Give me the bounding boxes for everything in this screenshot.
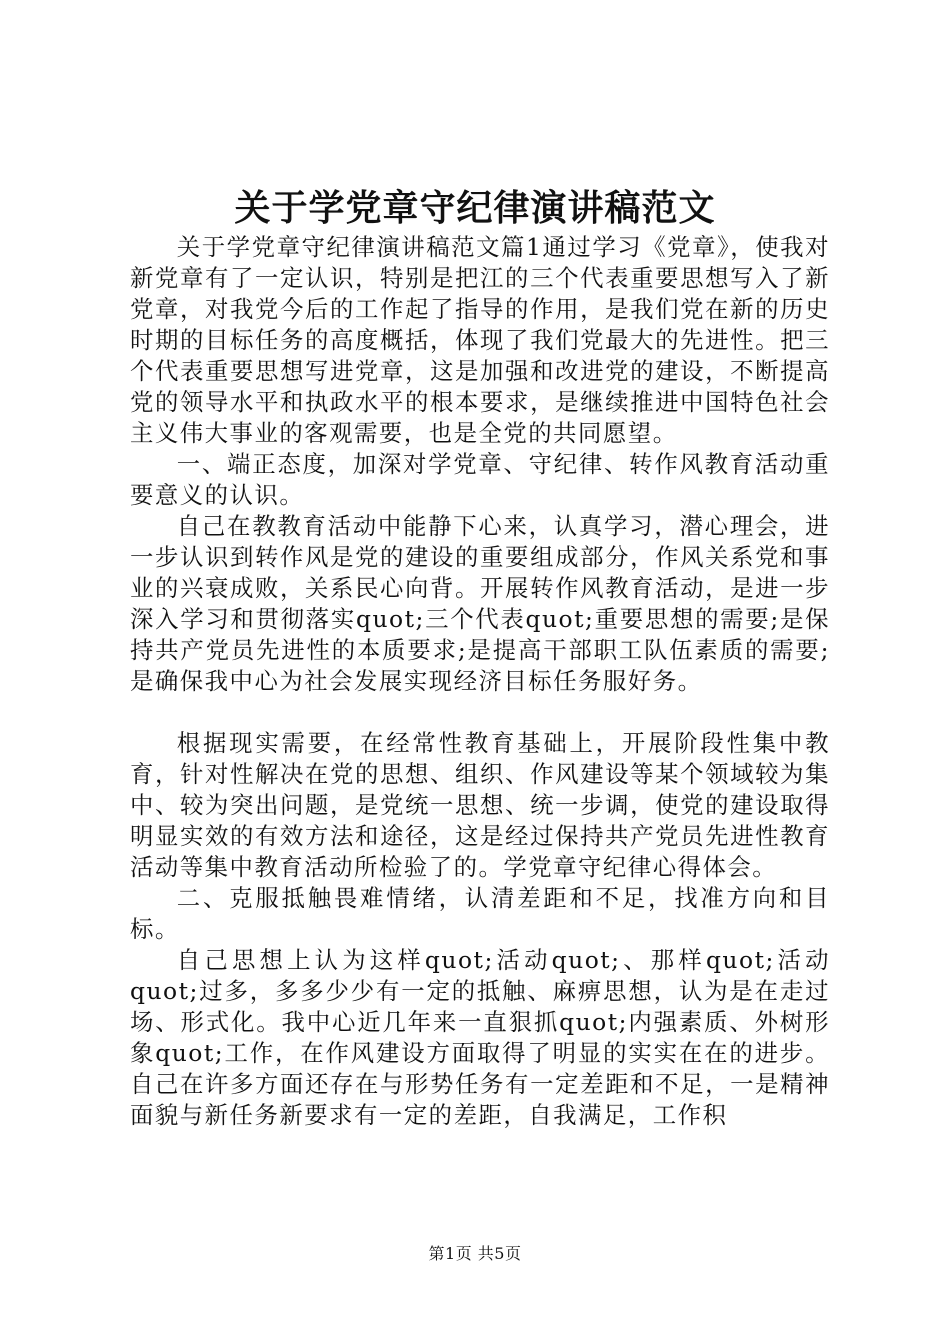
paragraph-practical-needs: 根据现实需要，在经常性教育基础上，开展阶段性集中教育，针对性解决在党的思想、组织、作风建设等某个领域较为集中、较为突出问题，是党统一思想、统一步调，使党的建设取得明显实效的有效方法和途径，这是经过保持共产党员先进性教育活动等集中教育活动所检验了的。学党章守纪律心得体会。 [130, 729, 830, 881]
paragraph-section-two-heading: 二、克服抵触畏难情绪，认清差距和不足，找准方向和目标。 [130, 884, 830, 943]
document-body [130, 232, 830, 1131]
paragraph-intro: 关于学党章守纪律演讲稿范文篇1通过学习《党章》，使我对新党章有了一定认识，特别是把江的三个代表重要思想写入了新党章，对我党今后的工作起了指导的作用，是我们党在新的历史时期的目标任务的高度概括，体现了我们党最大的先进性。把三个代表重要思想写进党章，这是加强和改进党的建设，不断提高党的领导水平和执政水平的根本要求，是继续推进中国特色社会主义伟大事业的客观需要，也是全党的共同愿望。 [130, 233, 830, 447]
paragraph-self-study: 自己在教教育活动中能静下心来，认真学习，潜心理会，进一步认识到转作风是党的建设的重要组成部分，作风关系党和事业的兴衰成败，关系民心向背。开展转作风教育活动，是进一步深入学习和贯彻落实quot;三个代表quot;重要思想的需要;是保持共产党员先进性的本质要求;是提高干部职工队伍素质的需要;是确保我中心为社会发展实现经济目标任务服好务。 [130, 512, 830, 695]
paragraph-section-one-heading: 一、端正态度，加深对学党章、守纪律、转作风教育活动重要意义的认识。 [130, 450, 830, 509]
document-title: 关于学党章守纪律演讲稿范文 [234, 187, 716, 229]
paragraph-self-reflection: 自己思想上认为这样quot;活动quot;、那样quot;活动quot;过多，多多少少有一定的抵触、麻痹思想，认为是在走过场、形式化。我中心近几年来一直狠抓quot;内强素质、外树形象quot;工作，在作风建设方面取得了明显的实实在在的进步。自己在许多方面还存在与形势任务有一定差距和不足，一是精神面貌与新任务新要求有一定的差距，自我满足，工作积 [130, 946, 830, 1129]
page-footer: 第1页 共5页 [428, 1244, 522, 1263]
